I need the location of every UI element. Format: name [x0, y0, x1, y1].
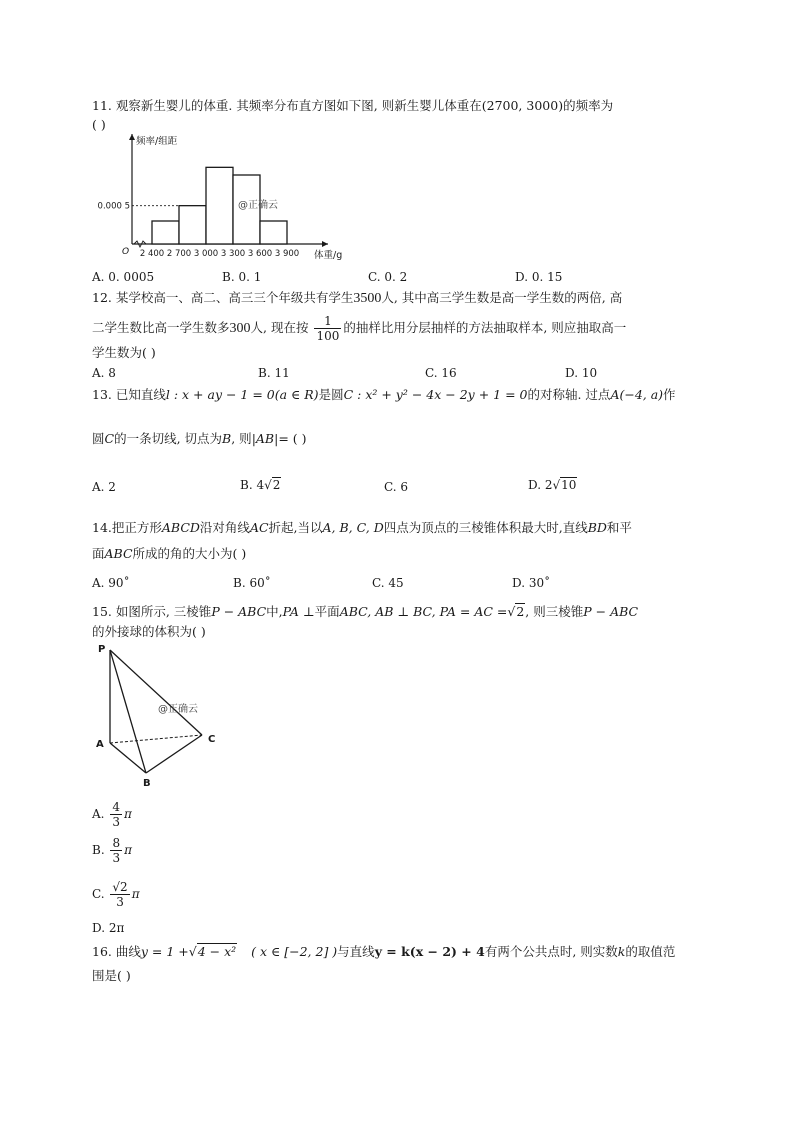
q14-option-a[interactable]: A. 90˚	[92, 576, 130, 590]
q11-option-a[interactable]: A. 0. 0005	[92, 270, 155, 284]
q16-line1: 16. 曲线y = 1 +√4 − x² ( x ∈ [−2, 2] )与直线y = k(x − 2) + 4有两个公共点时, 则实数k的取值范	[92, 944, 676, 959]
q12-option-b[interactable]: B. 11	[258, 366, 290, 380]
q15-line1: 15. 如图所示, 三棱锥P − ABC中,PA ⊥平面ABC, AB ⊥ BC, PA = AC =√2, 则三棱锥P − ABC	[92, 604, 639, 619]
histogram-bar	[206, 167, 233, 244]
x-axis-label: 体重/g	[314, 250, 343, 261]
y-tick-label: 0.000 5	[97, 201, 130, 212]
label-p: P	[98, 644, 106, 655]
x-tick-label: 3 300	[220, 249, 246, 259]
q11-stem: 11. 观察新生婴儿的体重. 其频率分布直方图如下图, 则新生婴儿体重在(2700, 3000)的频率为	[92, 98, 614, 113]
watermark-text: @正确云	[238, 200, 278, 211]
q15-option-c[interactable]: C. $\frac{√2}{3}$ π	[92, 880, 140, 909]
pyramid-figure	[92, 640, 232, 790]
q13-line2: 圆C的一条切线, 切点为B, 则|AB|= ( )	[92, 431, 307, 446]
label-b: B	[143, 778, 151, 789]
q14-line1: 14.把正方形ABCD沿对角线AC折起,当以A, B, C, D四点为顶点的三棱锥体积最大时,直线BD和平	[92, 520, 632, 535]
q13-option-d[interactable]: D. 2√10	[528, 478, 577, 492]
x-tick-label: 3 000	[193, 249, 219, 259]
q12-line3: 学生数为( )	[92, 345, 156, 360]
x-axis-arrow	[322, 241, 328, 247]
x-tick-label: 2 400	[139, 249, 165, 259]
y-axis-arrow	[129, 134, 135, 140]
y-axis-label: 频率/组距	[136, 136, 178, 147]
q13-option-b[interactable]: B. 4√2	[240, 478, 281, 492]
q11-option-d[interactable]: D. 0. 15	[515, 270, 563, 284]
edge-pc	[110, 650, 202, 735]
q14-option-b[interactable]: B. 60˚	[233, 576, 271, 590]
q15-option-a[interactable]: A. $\frac{4}{3}$ π	[92, 800, 132, 829]
q13-option-c[interactable]: C. 6	[384, 480, 409, 494]
q12-fraction: $\frac{1}{100}$	[316, 314, 340, 343]
histogram-bar	[260, 221, 287, 244]
q11-blank: ( )	[92, 117, 106, 132]
q11-option-b[interactable]: B. 0. 1	[222, 270, 262, 284]
edge-ab	[110, 743, 146, 773]
edge-ac	[110, 735, 202, 743]
x-tick-label: 2 700	[166, 249, 192, 259]
histogram-bar	[179, 206, 206, 244]
label-c: C	[208, 734, 216, 745]
q11-option-c[interactable]: C. 0. 2	[368, 270, 408, 284]
x-tick-label: 3 900	[274, 249, 300, 259]
q13-option-a[interactable]: A. 2	[92, 480, 116, 494]
q14-option-d[interactable]: D. 30˚	[512, 576, 551, 590]
q12-option-c[interactable]: C. 16	[425, 366, 457, 380]
q16-line2: 围是( )	[92, 968, 131, 983]
q12-line2: 二学生数比高一学生数多300人, 现在按 $\frac{1}{100}$ 的抽样比用分层抽样的方法抽取样本, 则应抽取高一	[92, 314, 627, 343]
q12-line1: 12. 某学校高一、高二、高三三个年级共有学生3500人, 其中高三学生数是高一学生数的两倍, 高	[92, 290, 623, 306]
q14-line2: 面ABC所成的角的大小为( )	[92, 546, 247, 561]
q12-option-a[interactable]: A. 8	[92, 366, 116, 380]
q15-option-d[interactable]: D. 2π	[92, 921, 125, 935]
watermark-text: @正确云	[158, 704, 198, 715]
x-tick-label: 3 600	[247, 249, 273, 259]
q15-line2: 的外接球的体积为( )	[92, 624, 206, 639]
histogram-chart	[92, 128, 362, 270]
histogram-bar	[152, 221, 179, 244]
q12-option-d[interactable]: D. 10	[565, 366, 598, 380]
q14-option-c[interactable]: C. 45	[372, 576, 404, 590]
edge-bc	[146, 735, 202, 773]
label-a: A	[96, 739, 104, 750]
q15-option-b[interactable]: B. $\frac{8}{3}$ π	[92, 836, 132, 865]
origin-label: O	[122, 247, 130, 257]
q13-line1: 13. 已知直线l : x + ay − 1 = 0(a ∈ R)是圆C : x² + y² − 4x − 2y + 1 = 0的对称轴. 过点A(−4, a)作	[92, 387, 676, 402]
edge-pb	[110, 650, 146, 773]
